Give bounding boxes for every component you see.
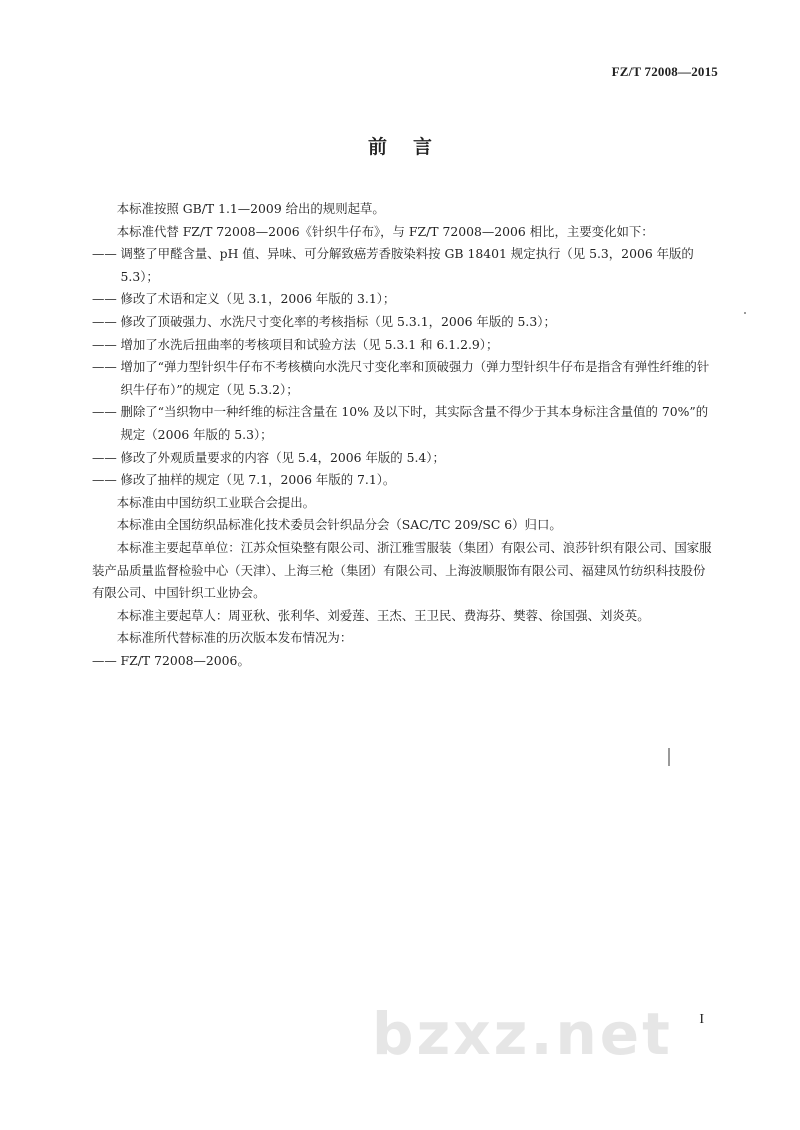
- list-item: —— 删除了“当织物中一种纤维的标注含量在 10% 及以下时，其实际含量不得少于其本身标注含量值的 70%”的规定（2006 年版的 5.3）；: [92, 404, 709, 442]
- paragraph-drafting-units: 本标准主要起草单位：江苏众恒染整有限公司、浙江雅雪服装（集团）有限公司、浪莎针织有限公司、国家服装产品质量监督检验中心（天津）、上海三枪（集团）有限公司、上海波顺服饰有限公司、福建凤竹纺织科技股份有限公司、中国针织工业协会。: [92, 539, 712, 601]
- list-item: —— 修改了术语和定义（见 3.1，2006 年版的 3.1）；: [92, 291, 396, 307]
- list-item: —— 修改了顶破强力、水洗尺寸变化率的考核指标（见 5.3.1，2006 年版的 5.3）；: [92, 313, 556, 329]
- paragraph-drafters: 本标准主要起草人：周亚秋、张利华、刘爱莲、王杰、王卫民、费海芬、樊蓉、徐国强、刘炎英。: [116, 607, 650, 623]
- page-title: 前言: [367, 136, 458, 158]
- list-item: —— 增加了水洗后扭曲率的考核项目和试验方法（见 5.3.1 和 6.1.2.9）；: [92, 336, 499, 352]
- list-item: —— 修改了外观质量要求的内容（见 5.4，2006 年版的 5.4）；: [92, 449, 445, 465]
- paragraph-history-intro: 本标准所代替标准的历次版本发布情况为：: [116, 630, 353, 646]
- scan-speck: [744, 312, 746, 314]
- list-item: —— 调整了甲醛含量、pH 值、异味、可分解致癌芳香胺染料按 GB 18401 规定执行（见 5.3，2006 年版的 5.3）；: [92, 246, 694, 284]
- list-item: —— 修改了抽样的规定（见 7.1，2006 年版的 7.1）。: [92, 472, 396, 488]
- foreword-body: [92, 198, 712, 672]
- scan-speck: [668, 748, 670, 766]
- list-item: —— 增加了“弹力型针织牛仔布不考核横向水洗尺寸变化率和顶破强力（弹力型针织牛仔布是指含有弹性纤维的针织牛仔布）”的规定（见 5.3.2）；: [92, 359, 710, 397]
- paragraph-replaces: 本标准代替 FZ/T 72008—2006《针织牛仔布》，与 FZ/T 72008—2006 相比，主要变化如下：: [116, 223, 654, 239]
- paragraph-proposed-by: 本标准由中国纺织工业联合会提出。: [116, 494, 316, 510]
- page-number: I: [699, 1012, 704, 1027]
- list-item-history: —— FZ/T 72008—2006。: [92, 652, 250, 668]
- watermark: bzxz.net: [372, 1000, 673, 1068]
- standard-code: FZ/T 72008—2015: [611, 64, 718, 79]
- paragraph-drafting-rules: 本标准按照 GB/T 1.1—2009 给出的规则起草。: [116, 201, 385, 216]
- paragraph-under-jurisdiction: 本标准由全国纺织品标准化技术委员会针织品分会（SAC/TC 209/SC 6）归口。: [116, 517, 562, 533]
- changes-list: [92, 243, 712, 492]
